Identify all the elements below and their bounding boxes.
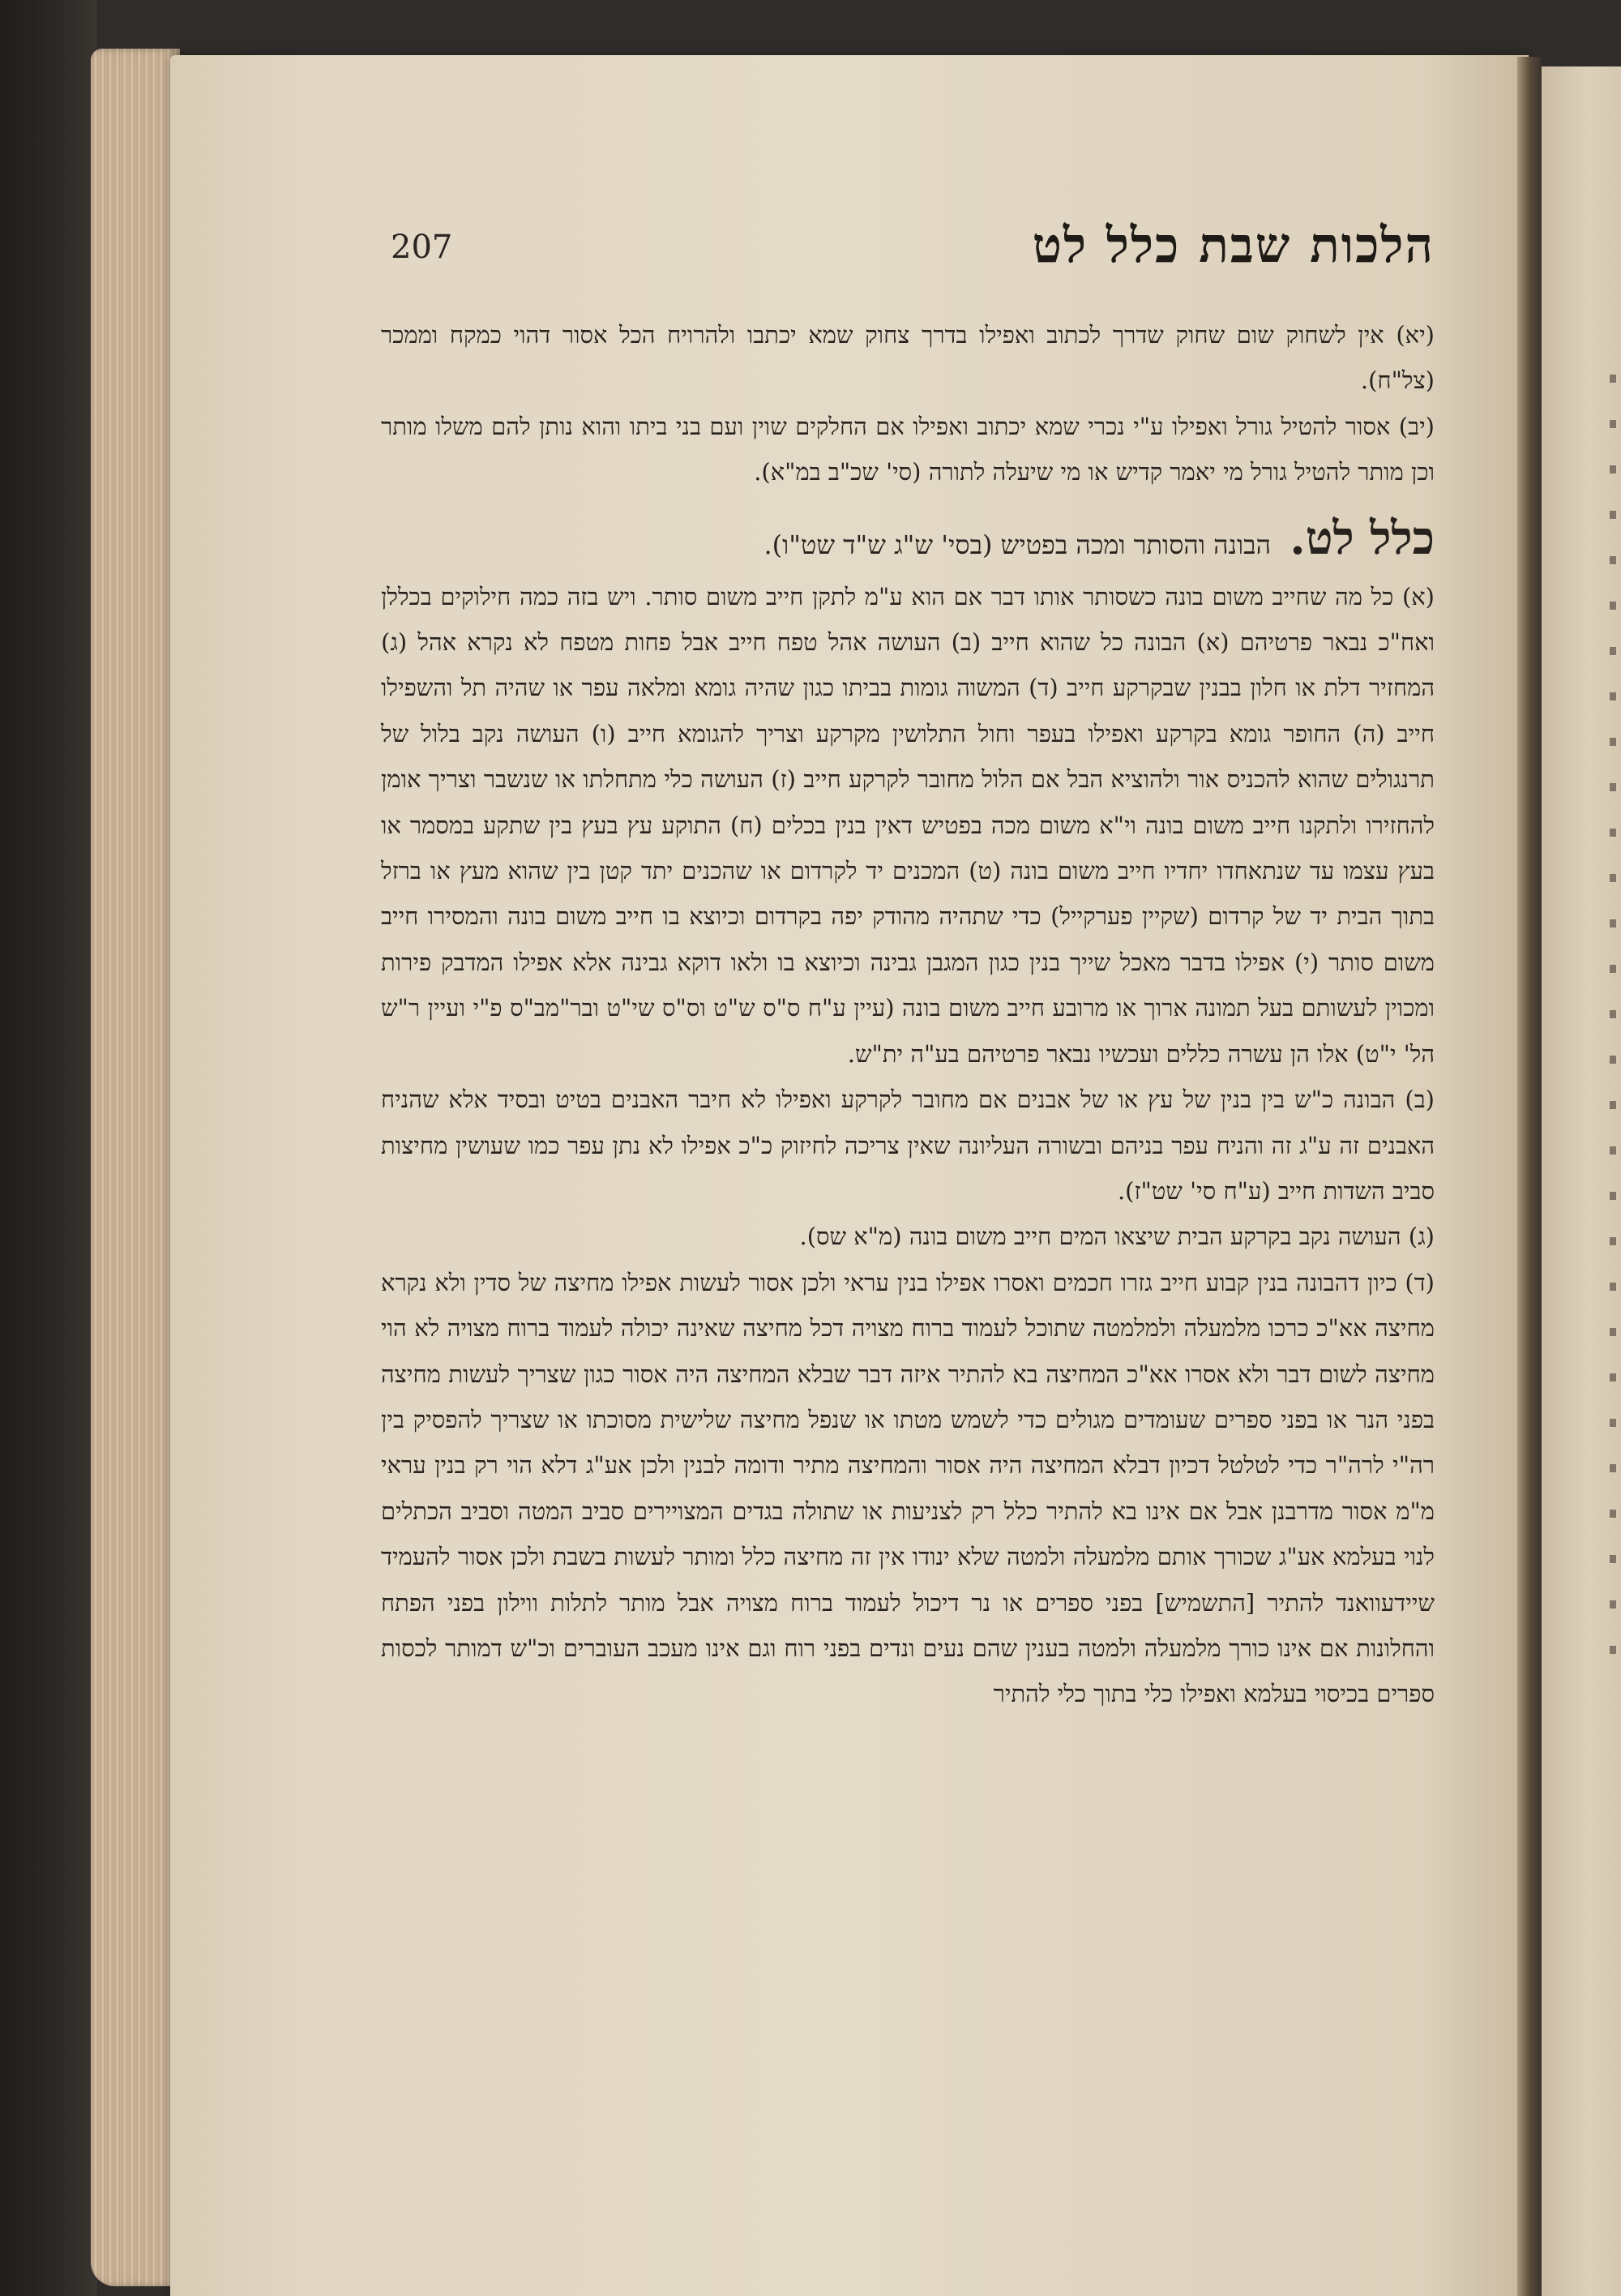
book-page-edges [91,49,180,2286]
paragraph-dalet: (ד) כיון דהבונה בנין קבוע חייב גזרו חכמים ואסרו אפילו בנין עראי ולכן אסור לעשות אפילו מחיצה של סדין ולא נקרא מחיצה אא"כ כרכו מלמעלה ולמלמטה שתוכל לעמוד ברוח מצויה דכל מחיצה שאינה יכולה לעמוד ברוח מצויה לא הוי מחיצה לשום דבר ולא אסרו אא"כ המחיצה בא להתיר איזה דבר שבלא המחיצה היה אסור כגון שצריך לעשות מחיצה בפני הנר או בפני ספרים שעומדים מגולים כדי לשמש מטתו או שנפל מחיצה שלישית מסוכתו או שצריך להפסיק בין רה"י לרה"ר כדי לטלטל דכיון דבלא המחיצה היה אסור והמחיצה מתיר ודומה לבנין ולכן אע"ג דלא הוי רק בנין עראי מ"מ אסור מדרבנן אבל אם אינו בא להתיר כלל רק לצניעות או שתולה בגדים המצויירים סביב המטה וסביב הכתלים לנוי בעלמא אע"ג שכורך אותם מלמעלה ולמטה שלא ינודו אין זה מחיצה כלל ומותר לעשות בשבת ולכן אסור להעמיד שיידעוואנד להתיר [התשמיש] בפני ספרים או נר דיכול לעמוד ברוח מצויה אבל מותר לתלות ווילון בפני הפתח והחלונות אם אינו כורך מלמעלה ולמטה בענין שהם נעים ונדים בפני רוח וגם אינו מעכב העוברים וכ"ש דמותר לכסות ספרים בכיסוי בעלמא ואפילו כלי בתוך כלי להתיר [381,1268,1435,1708]
chapter-subtitle: הבונה והסותר ומכה בפטיש (בסי' ש"ג ש"ד שט"ו). [763,529,1271,560]
page-body [381,312,1435,2242]
paragraph-gimel: (ג) העושה נקב בקרקע הבית שיצאו המים חייב משום בונה (מ"א שס). [799,1223,1435,1251]
book-gutter [1517,57,1542,2296]
page-header [373,211,1435,300]
paragraph-yod-alef: (יא) אין לשחוק שום שחוק שדרך לכתוב ואפילו בדרך צחוק שמא יכתבו ולהרויח הכל אסור דהוי כמקח וממכר (צל"ח). [381,321,1435,395]
paragraph-alef: (א) כל מה שחייב משום בונה כשסותר אותו דבר אם הוא ע"מ לתקן חייב משום סותר. ויש בזה כמה חילוקים בכללן ואח"כ נבאר פרטיהם (א) הבונה כל שהוא חייב (ב) העושה אהל טפח חייב אבל פחות מטפח לא נקרא אהל (ג) המחזיר דלת או חלון בבנין שבקרקע חייב (ד) המשוה גומות בביתו כגון שהיה גומא ומלאה עפר או שהיה תל והשפילו חייב (ה) החופר גומא בקרקע ואפילו בעפר וחול התלושין מקרקע וצריך להגומא חייב (ו) העושה נקב בלול של תרנגולים שהוא להכניס אור ולהוציא הבל אם הלול מחובר לקרקע חייב (ז) העושה כלי מתחלתו או שנשבר וצריך אומן להחזירו ולתקנו חייב משום בונה וי"א משום מכה בפטיש דאין בנין בכלים (ח) התוקע עץ בעץ בין שתקע במסמר או בעץ עצמו עד שנתאחדו יחדיו חייב משום בונה (ט) המכנים יד לקרדום או שהכנים יתד קטן בין שהוא מעץ או ברזל בתוך הבית יד של קרדום (שקיין פערקייל) כדי שתהיה מהודק יפה בקרדום וכיוצא בו חייב משום בונה והמסירו חייב משום סותר (י) אפילו בדבר מאכל שייך בנין כגון המגבן גבינה וכיוצא בו ולאו דוקא גבינה אלא אפילו המדבק פירות ומכוין לעשותם בעל תמונה ארוך או מרובע חייב משום בונה (עיין ע"ח ס"ס ש"ט וס"ס שי"ט ובר"מב"ס פ"י ועיין ר"ש הל' י"ט) אלו הן עשרה כללים ועכשיו נבאר פרטיהם בע"ה ית"ש. [381,582,1435,1068]
chapter-title: כלל לט. [1290,511,1435,565]
running-head: הלכות שבת כלל לט [1032,217,1435,274]
facing-page-edge [1542,66,1621,2296]
paragraph-bet: (ב) הבונה כ"ש בין בנין של עץ או של אבנים אם מחובר לקרקע ואפילו לא חיבר האבנים בטיט ובסיד אלא שהניח האבנים זה ע"ג זה והניח עפר בניהם ובשורה העליונה שאין צריכה לחיזוק כ"כ אפילו לא נתן עפר כמו שעושין מחיצות סביב השדות חייב (ע"ח סי' שט"ז). [381,1086,1435,1205]
facing-page-text-fragment [1610,375,1616,1672]
background-left [0,0,97,2296]
chapter-heading [381,502,1435,582]
page-number: 207 [391,229,453,266]
paragraph-yod-bet: (יב) אסור להטיל גורל ואפילו ע"י נכרי שמא יכתוב ואפילו אם החלקים שוין ועם בני ביתו והוא נותן להם משלו מותר וכן מותר להטיל גורל מי יאמר קדיש או מי שיעלה לתורה (סי' שכ"ב במ"א). [381,412,1435,486]
